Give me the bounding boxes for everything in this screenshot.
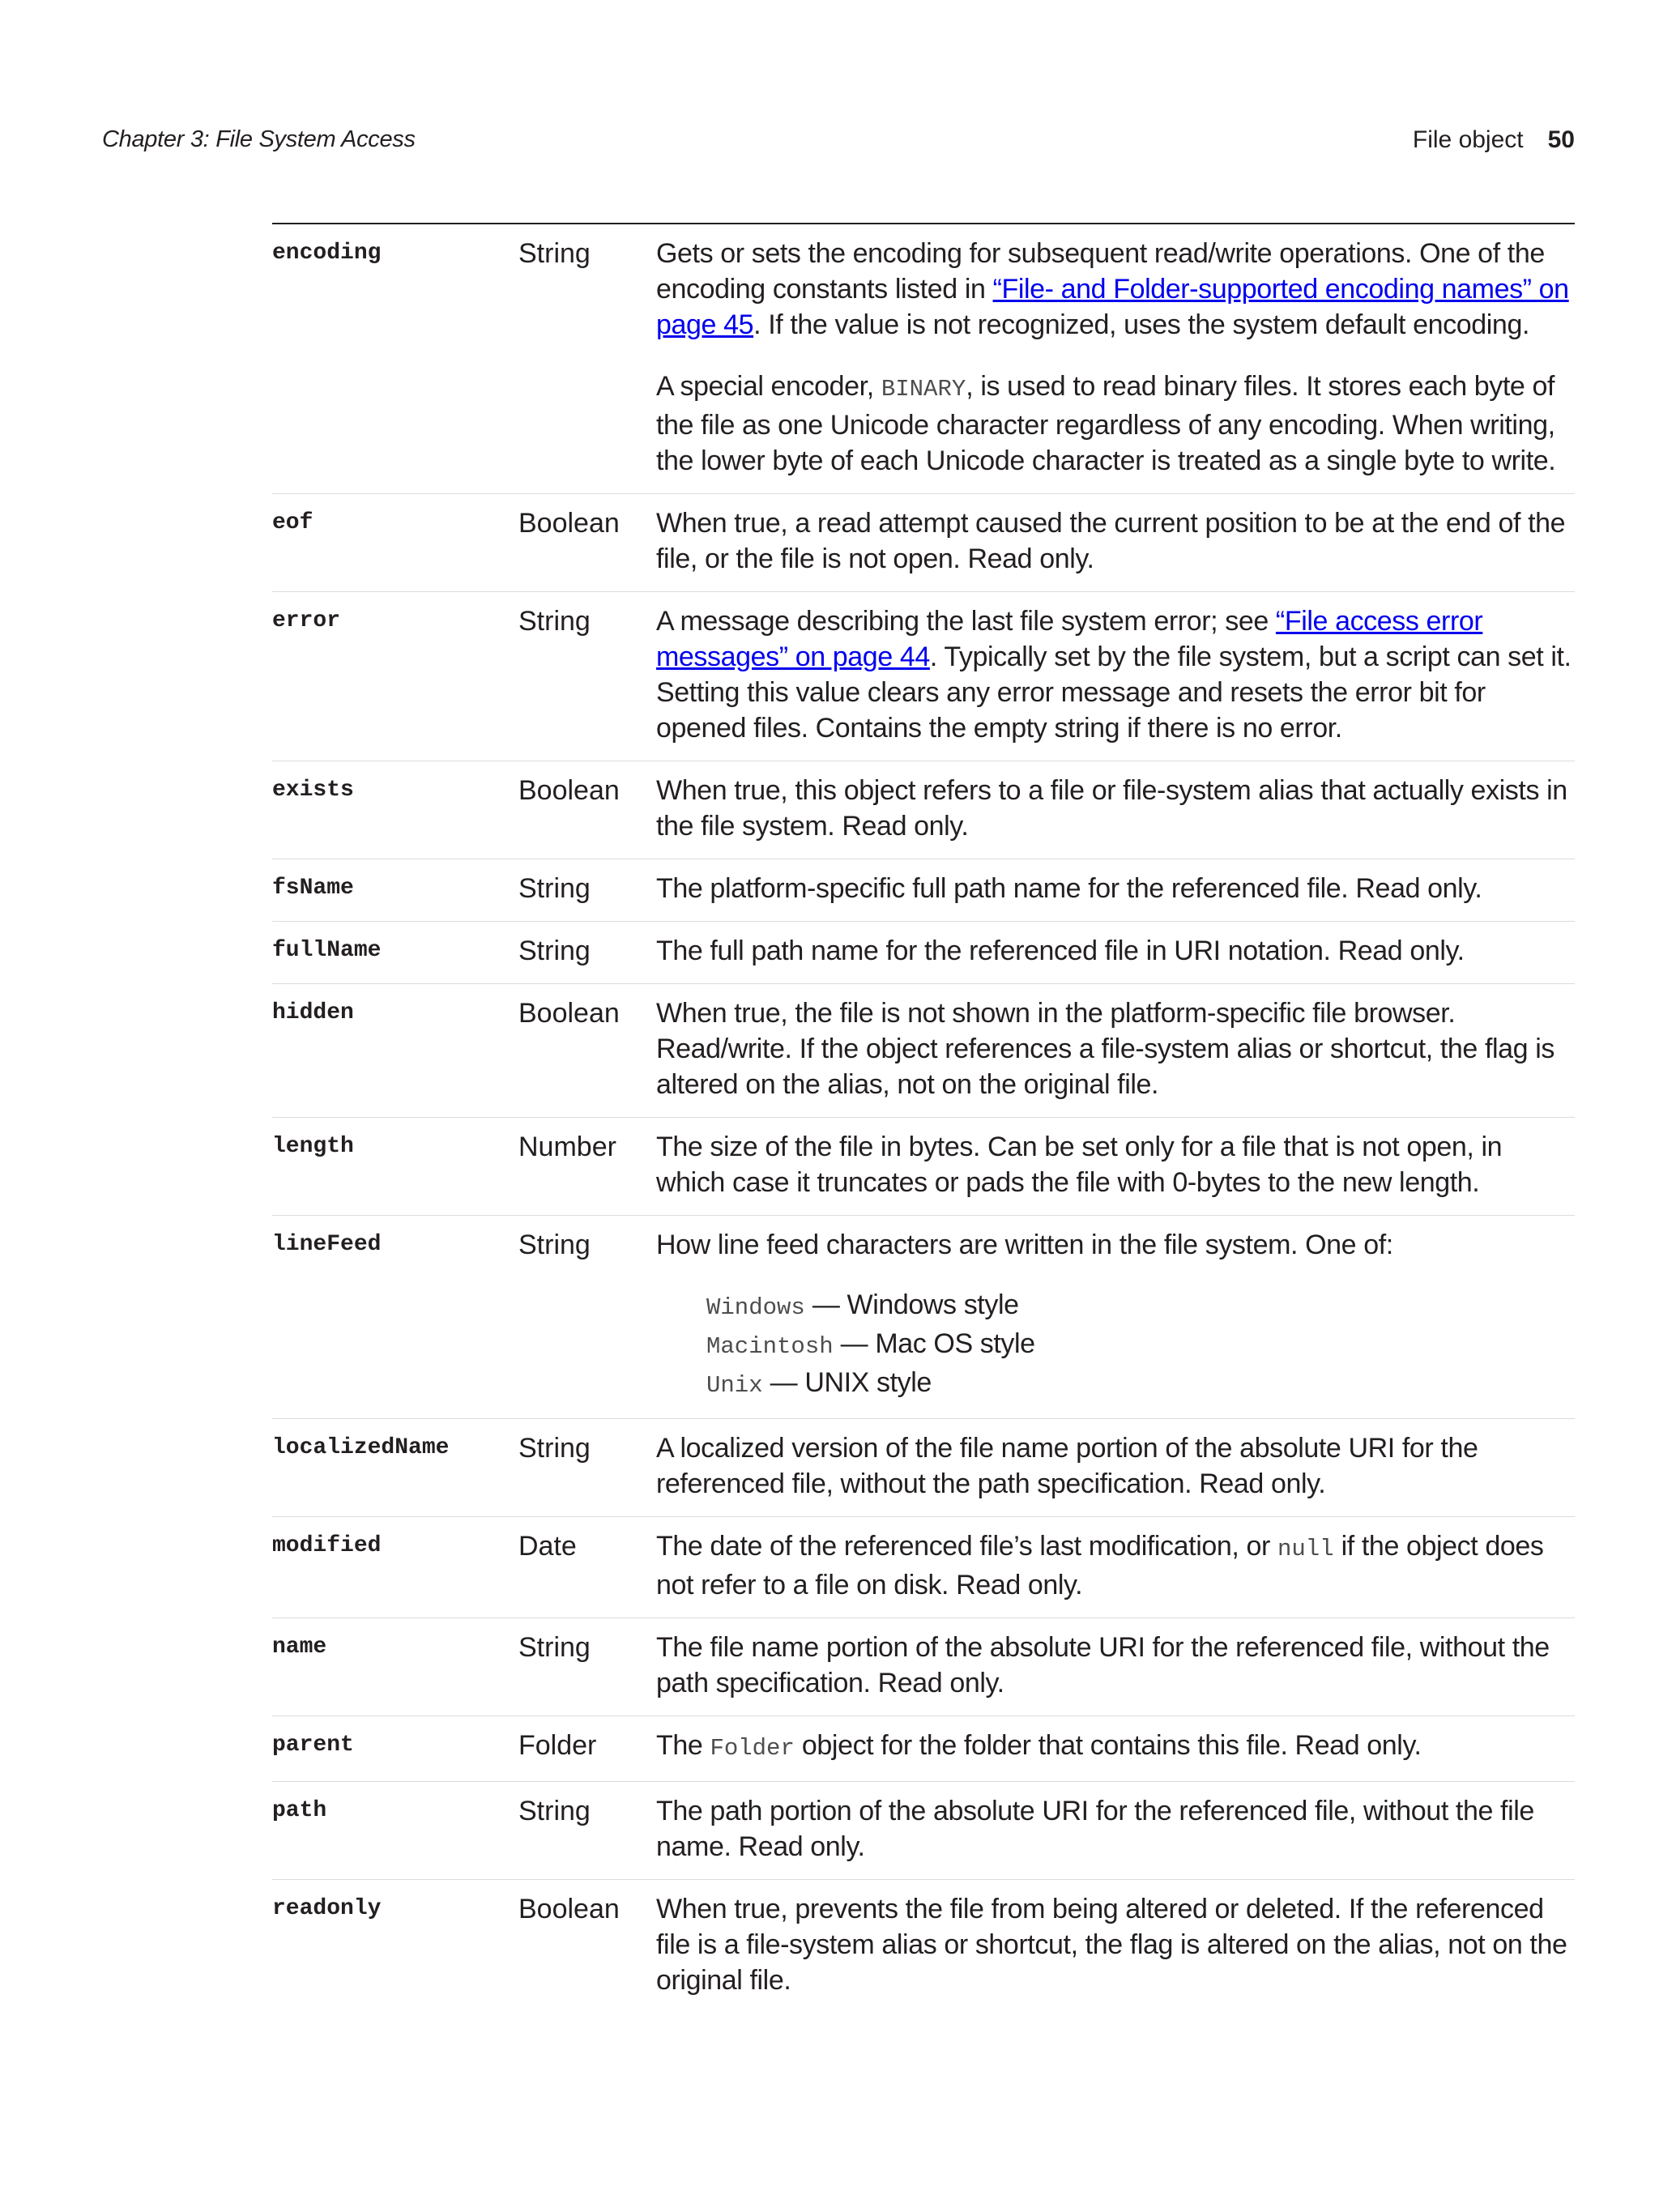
- table-row: [272, 1716, 1575, 1782]
- table-row: [272, 1782, 1575, 1880]
- table-row: [272, 1216, 1575, 1419]
- property-name: modified: [272, 1533, 382, 1558]
- property-description: [656, 1728, 1575, 1767]
- property-description: When true, this object refers to a file or file-system alias that actually exists in the file system. Read only.: [656, 775, 1567, 842]
- property-name: path: [272, 1798, 327, 1823]
- header-right: [1413, 126, 1575, 154]
- encoding-names-link[interactable]: “File- and Folder-supported encoding names” on page 45: [656, 274, 1569, 340]
- table-row: [272, 761, 1575, 859]
- property-description: [656, 1528, 1575, 1603]
- property-name: fullName: [272, 938, 382, 963]
- property-type: Boolean: [518, 775, 620, 806]
- property-description: A localized version of the file name portion of the absolute URI for the referenced file, without the path specification. Read only.: [656, 1433, 1478, 1499]
- properties-table: [272, 223, 1575, 2013]
- chapter-prefix: Chapter 3:: [102, 126, 210, 152]
- desc-text: object for the folder that contains this file. Read only.: [794, 1730, 1422, 1761]
- property-description: When true, a read attempt caused the current position to be at the end of the file, or the file is not open. Read only.: [656, 508, 1566, 574]
- property-description: The platform-specific full path name for the referenced file. Read only.: [656, 873, 1482, 904]
- section-name: File object: [1412, 126, 1524, 153]
- linefeed-option: [706, 1365, 1575, 1404]
- linefeed-option: [706, 1287, 1575, 1326]
- table-row: [272, 224, 1575, 494]
- property-type: Date: [518, 1531, 577, 1562]
- property-description: The full path name for the referenced file in URI notation. Read only.: [656, 936, 1465, 966]
- table-row: [272, 1419, 1575, 1517]
- table-row: [272, 859, 1575, 922]
- property-name: length: [272, 1134, 354, 1159]
- property-description: When true, the file is not shown in the platform-specific file browser. Read/write. If the object references a file-system alias or shortcut, the flag is altered on the alias, not on the original file.: [656, 998, 1555, 1100]
- property-type: String: [518, 1230, 591, 1260]
- property-type: String: [518, 936, 591, 966]
- property-type: String: [518, 1632, 591, 1663]
- property-description: When true, prevents the file from being altered or deleted. If the referenced file is a file-system alias or shortcut, the flag is altered on the alias, not on the original file.: [656, 1894, 1567, 1996]
- property-name: encoding: [272, 241, 382, 266]
- property-type: String: [518, 1433, 591, 1464]
- page-number: 50: [1547, 126, 1575, 153]
- table-row: [272, 592, 1575, 761]
- property-name: lineFeed: [272, 1232, 382, 1257]
- property-name: hidden: [272, 1000, 354, 1025]
- option-text: — UNIX style: [762, 1367, 932, 1398]
- property-name: readonly: [272, 1896, 382, 1921]
- linefeed-options: [656, 1287, 1575, 1404]
- desc-text: A special encoder,: [656, 371, 881, 402]
- chapter-title: [102, 126, 416, 153]
- table-row: [272, 1880, 1575, 2013]
- property-description: [656, 603, 1575, 746]
- property-name: fsName: [272, 876, 354, 901]
- table-row: [272, 1517, 1575, 1618]
- option-text: — Windows style: [804, 1289, 1019, 1320]
- property-type: String: [518, 238, 591, 269]
- property-type: Folder: [518, 1730, 597, 1761]
- property-type: Boolean: [518, 998, 620, 1029]
- property-type: String: [518, 873, 591, 904]
- property-name: error: [272, 608, 341, 633]
- property-description: The path portion of the absolute URI for the referenced file, without the file name. Read only.: [656, 1796, 1534, 1862]
- property-name: exists: [272, 778, 354, 803]
- property-type: String: [518, 1796, 591, 1826]
- property-name: localizedName: [272, 1435, 450, 1460]
- linefeed-option: [706, 1326, 1575, 1365]
- code-binary: BINARY: [881, 376, 966, 403]
- option-text: — Mac OS style: [833, 1328, 1035, 1359]
- page-header: [102, 126, 1575, 162]
- table-row: [272, 984, 1575, 1118]
- property-name: eof: [272, 510, 313, 535]
- property-name: name: [272, 1634, 327, 1660]
- option-code: Unix: [706, 1372, 763, 1399]
- error-messages-link[interactable]: “File access error messages” on page 44: [656, 606, 1483, 672]
- table-row: [272, 1618, 1575, 1716]
- desc-text: . If the value is not recognized, uses the system default encoding.: [753, 309, 1529, 340]
- option-code: Macintosh: [706, 1333, 834, 1360]
- table-row: [272, 922, 1575, 984]
- property-type: Boolean: [518, 1894, 620, 1924]
- desc-text: The date of the referenced file’s last modification, or: [656, 1531, 1277, 1562]
- table-row: [272, 494, 1575, 592]
- desc-text: . Typically set by the file system, but a script can set it. Setting this value clears any error message and resets the error bit for opened files. Contains the empty string if there is no error.: [656, 641, 1572, 744]
- code-folder: Folder: [710, 1735, 795, 1762]
- property-name: parent: [272, 1733, 354, 1758]
- property-type: Boolean: [518, 508, 620, 539]
- property-description: The file name portion of the absolute URI for the referenced file, without the path specification. Read only.: [656, 1632, 1550, 1698]
- option-code: Windows: [706, 1294, 805, 1321]
- desc-text: A message describing the last file system error; see: [656, 606, 1276, 637]
- property-type: String: [518, 606, 591, 637]
- chapter-name: File System Access: [215, 126, 416, 152]
- table-row: [272, 1118, 1575, 1216]
- desc-text: Gets or sets the encoding for subsequent read/write operations. One of the encoding constants listed in: [656, 238, 1545, 305]
- desc-text: , is used to read binary files. It stores each byte of the file as one Unicode character regardless of any encoding. When writing, the lower byte of each Unicode character is treated as a single byte to write.: [656, 371, 1556, 476]
- desc-text: if the object does not refer to a file on disk. Read only.: [656, 1531, 1544, 1600]
- property-description: [656, 1227, 1575, 1404]
- desc-text: The: [656, 1730, 710, 1761]
- property-type: Number: [518, 1132, 616, 1162]
- property-description: The size of the file in bytes. Can be set only for a file that is not open, in which case it truncates or pads the file with 0-bytes to the new length.: [656, 1132, 1503, 1198]
- code-null: null: [1277, 1536, 1334, 1562]
- property-description: [656, 236, 1575, 479]
- desc-text: How line feed characters are written in the file system. One of:: [656, 1230, 1393, 1260]
